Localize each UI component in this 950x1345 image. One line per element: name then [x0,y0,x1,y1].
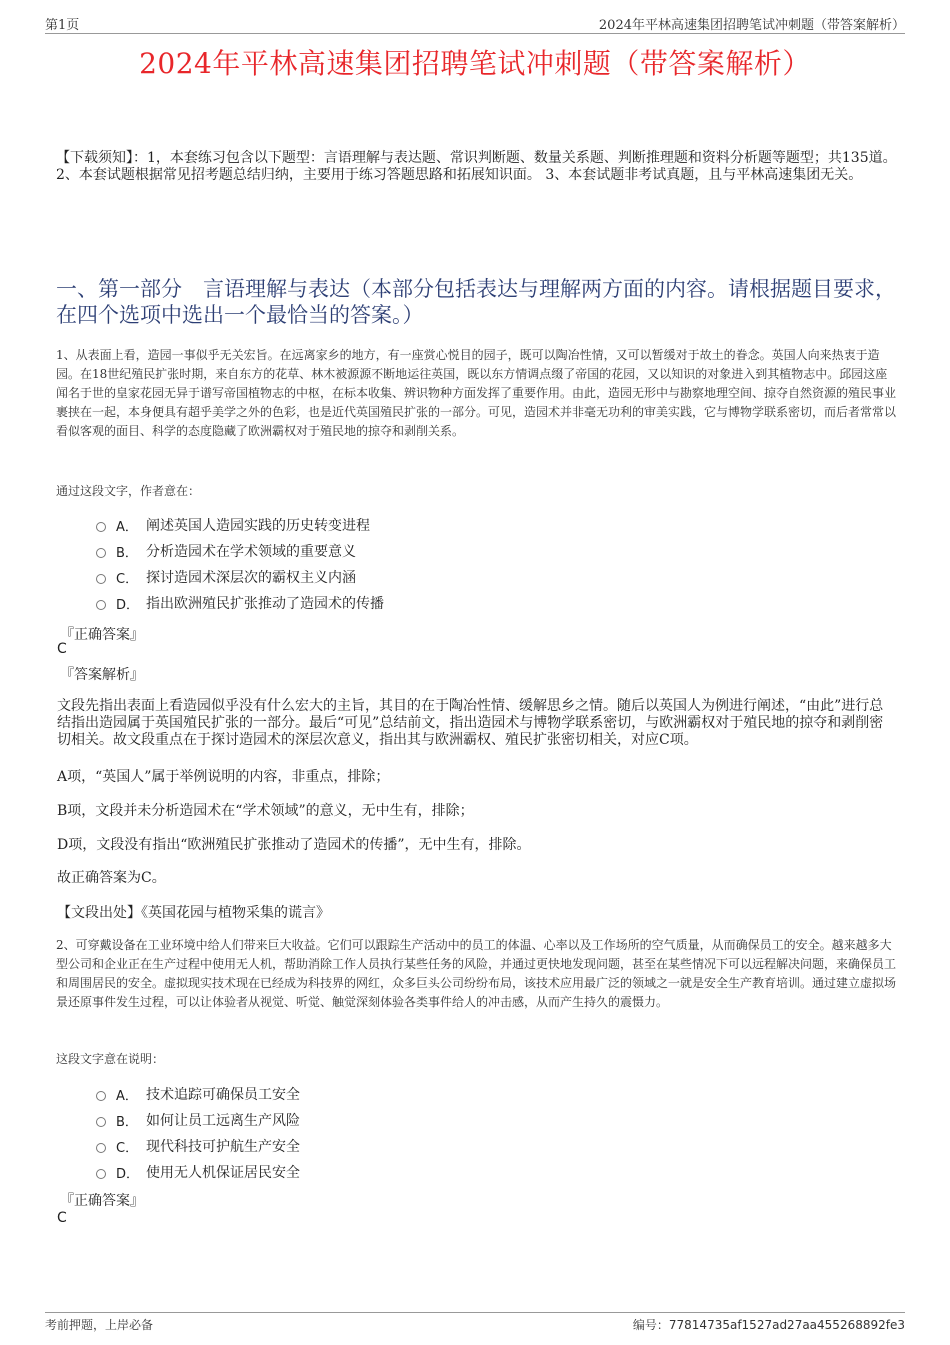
document-title: 2024年平林高速集团招聘笔试冲刺题（带答案解析） [139,47,811,80]
section-heading: 一、第一部分 言语理解与表达（本部分包括表达与理解两方面的内容。请根据题目要求，在四个选项中选出一个最恰当的答案。） [56,277,896,327]
option-text: 指出欧洲殖民扩张推动了造园术的传播 [146,596,384,612]
option-b[interactable] [96,538,384,564]
radio-icon[interactable] [96,1091,106,1101]
option-letter: A． [116,519,138,535]
answer-analysis: 文段先指出表面上看造园似乎没有什么宏大的主旨，其目的在于陶冶性情、缓解思乡之情。随后以英国人为例进行阐述，“由此”进行总结指出造园属于英国殖民扩张的一部分。最后“可见”总结前文，指出造园术与博物学联系密切，与欧洲霸权对于殖民地的掠夺和剥削密切相关。故文段重点在于探讨造园术的深层次意义，指出其与欧洲霸权、殖民扩张密切相关，对应C项。 [57,698,884,748]
header-doc-title: 2024年平林高速集团招聘笔试冲刺题（带答案解析） [598,18,905,33]
option-c[interactable] [96,1133,300,1159]
option-letter: C． [116,571,139,587]
option-text: 技术追踪可确保员工安全 [146,1087,300,1103]
correct-answer: C [57,641,67,657]
page-header [45,14,905,34]
radio-icon[interactable] [96,548,106,558]
analysis-line-a: A项，“英国人”属于举例说明的内容，非重点，排除； [57,769,390,785]
option-letter: B． [116,1114,138,1130]
page-footer [45,1312,905,1332]
option-c[interactable] [96,564,384,590]
option-text: 阐述英国人造园实践的历史转变进程 [146,518,370,534]
analysis-line-b: B项，文段并未分析造园术在“学术领域”的意义，无中生有，排除； [57,803,474,819]
download-notice: 【下载须知】：1，本套练习包含以下题型：言语理解与表达题、常识判断题、数量关系题、判断推理题和资料分析题等题型；共135道。 2、本套试题根据常见招考题总结归纳，主要用于练习答题思路和拓展知识面。 3、本套试题非考试真题，且与平林高速集团无关。 [56,150,897,183]
footer-code-value: 77814735af1527ad27aa455268892fe3 [668,1318,905,1332]
option-text: 探讨造园术深层次的霸权主义内涵 [146,570,356,586]
passage-source: 【文段出处】《英国花园与植物采集的谎言》 [57,905,330,921]
option-d[interactable] [96,1159,300,1185]
option-letter: C． [116,1140,139,1156]
option-text: 使用无人机保证居民安全 [146,1165,300,1181]
question-1-prompt: 通过这段文字，作者意在： [56,484,201,498]
option-a[interactable] [96,1081,300,1107]
question-2-options [96,1081,300,1185]
question-1-text: 1、从表面上看，造园一事似乎无关宏旨。在远离家乡的地方，有一座赏心悦目的园子，既可以陶冶性情，又可以暂缓对于故土的眷念。英国人向来热衷于造园。在18世纪殖民扩张时期，来自东方的花草、林木被源源不断地运往英国，既以东方情调点缀了帝国的花园，又以知识的对象进入到其植物志中。邱园这座闻名于世的皇家花园无异于谱写帝国植物志的中枢，在标本收集、辨识物种方面发挥了重要作用。由此，造园无形中与勘察地理空间、掠夺自然资源的殖民事业裹挟在一起，本身便具有超乎美学之外的色彩，也是近代英国殖民扩张的一部分。可见，造园术并非毫无功利的审美实践，它与博物学联系密切，而后者常常以看似客观的面目、科学的态度隐藏了欧洲霸权对于殖民地的掠夺和剥削关系。 [56,348,897,438]
radio-icon[interactable] [96,522,106,532]
answer-label: 『正确答案』 [60,627,144,643]
answer-label: 『正确答案』 [60,1193,144,1209]
radio-icon[interactable] [96,1143,106,1153]
question-1-options [96,512,384,616]
option-text: 分析造园术在学术领域的重要意义 [146,544,356,560]
footer-slogan: 考前押题，上岸必备 [45,1318,154,1332]
option-letter: D． [116,597,140,613]
analysis-conclusion: 故正确答案为C。 [57,870,166,886]
correct-answer: C [57,1210,67,1226]
option-letter: B． [116,545,138,561]
option-letter: D． [116,1166,140,1182]
footer-code [633,1316,905,1333]
radio-icon[interactable] [96,574,106,584]
analysis-label: 『答案解析』 [60,667,144,683]
option-letter: A． [116,1088,138,1104]
option-d[interactable] [96,590,384,616]
option-text: 如何让员工远离生产风险 [146,1113,300,1129]
footer-code-label: 编号： [632,1318,669,1332]
question-2-prompt: 这段文字意在说明： [56,1052,165,1066]
radio-icon[interactable] [96,1117,106,1127]
option-a[interactable] [96,512,384,538]
option-text: 现代科技可护航生产安全 [146,1139,300,1155]
analysis-line-d: D项，文段没有指出“欧洲殖民扩张推动了造园术的传播”，无中生有，排除。 [57,837,531,853]
radio-icon[interactable] [96,1169,106,1179]
question-2-text: 2、可穿戴设备在工业环境中给人们带来巨大收益。它们可以跟踪生产活动中的员工的体温、心率以及工作场所的空气质量，从而确保员工的安全。越来越多大型公司和企业正在生产过程中使用无人机，帮助消除工作人员执行某些任务的风险，并通过更快地发现问题，甚至在某些情况下可以远程解决问题，来确保员工和周围居民的安全。虚拟现实技术现在已经成为科技界的网红，众多巨头公司纷纷布局，该技术应用最广泛的领域之一就是安全生产教育培训。通过建立虚拟场景还原事件发生过程，可以让体验者从视觉、听觉、触觉深刻体验各类事件给人的冲击感，从而产生持久的震慑力。 [56,938,897,1009]
page-number: 第1页 [45,18,80,33]
option-b[interactable] [96,1107,300,1133]
radio-icon[interactable] [96,600,106,610]
